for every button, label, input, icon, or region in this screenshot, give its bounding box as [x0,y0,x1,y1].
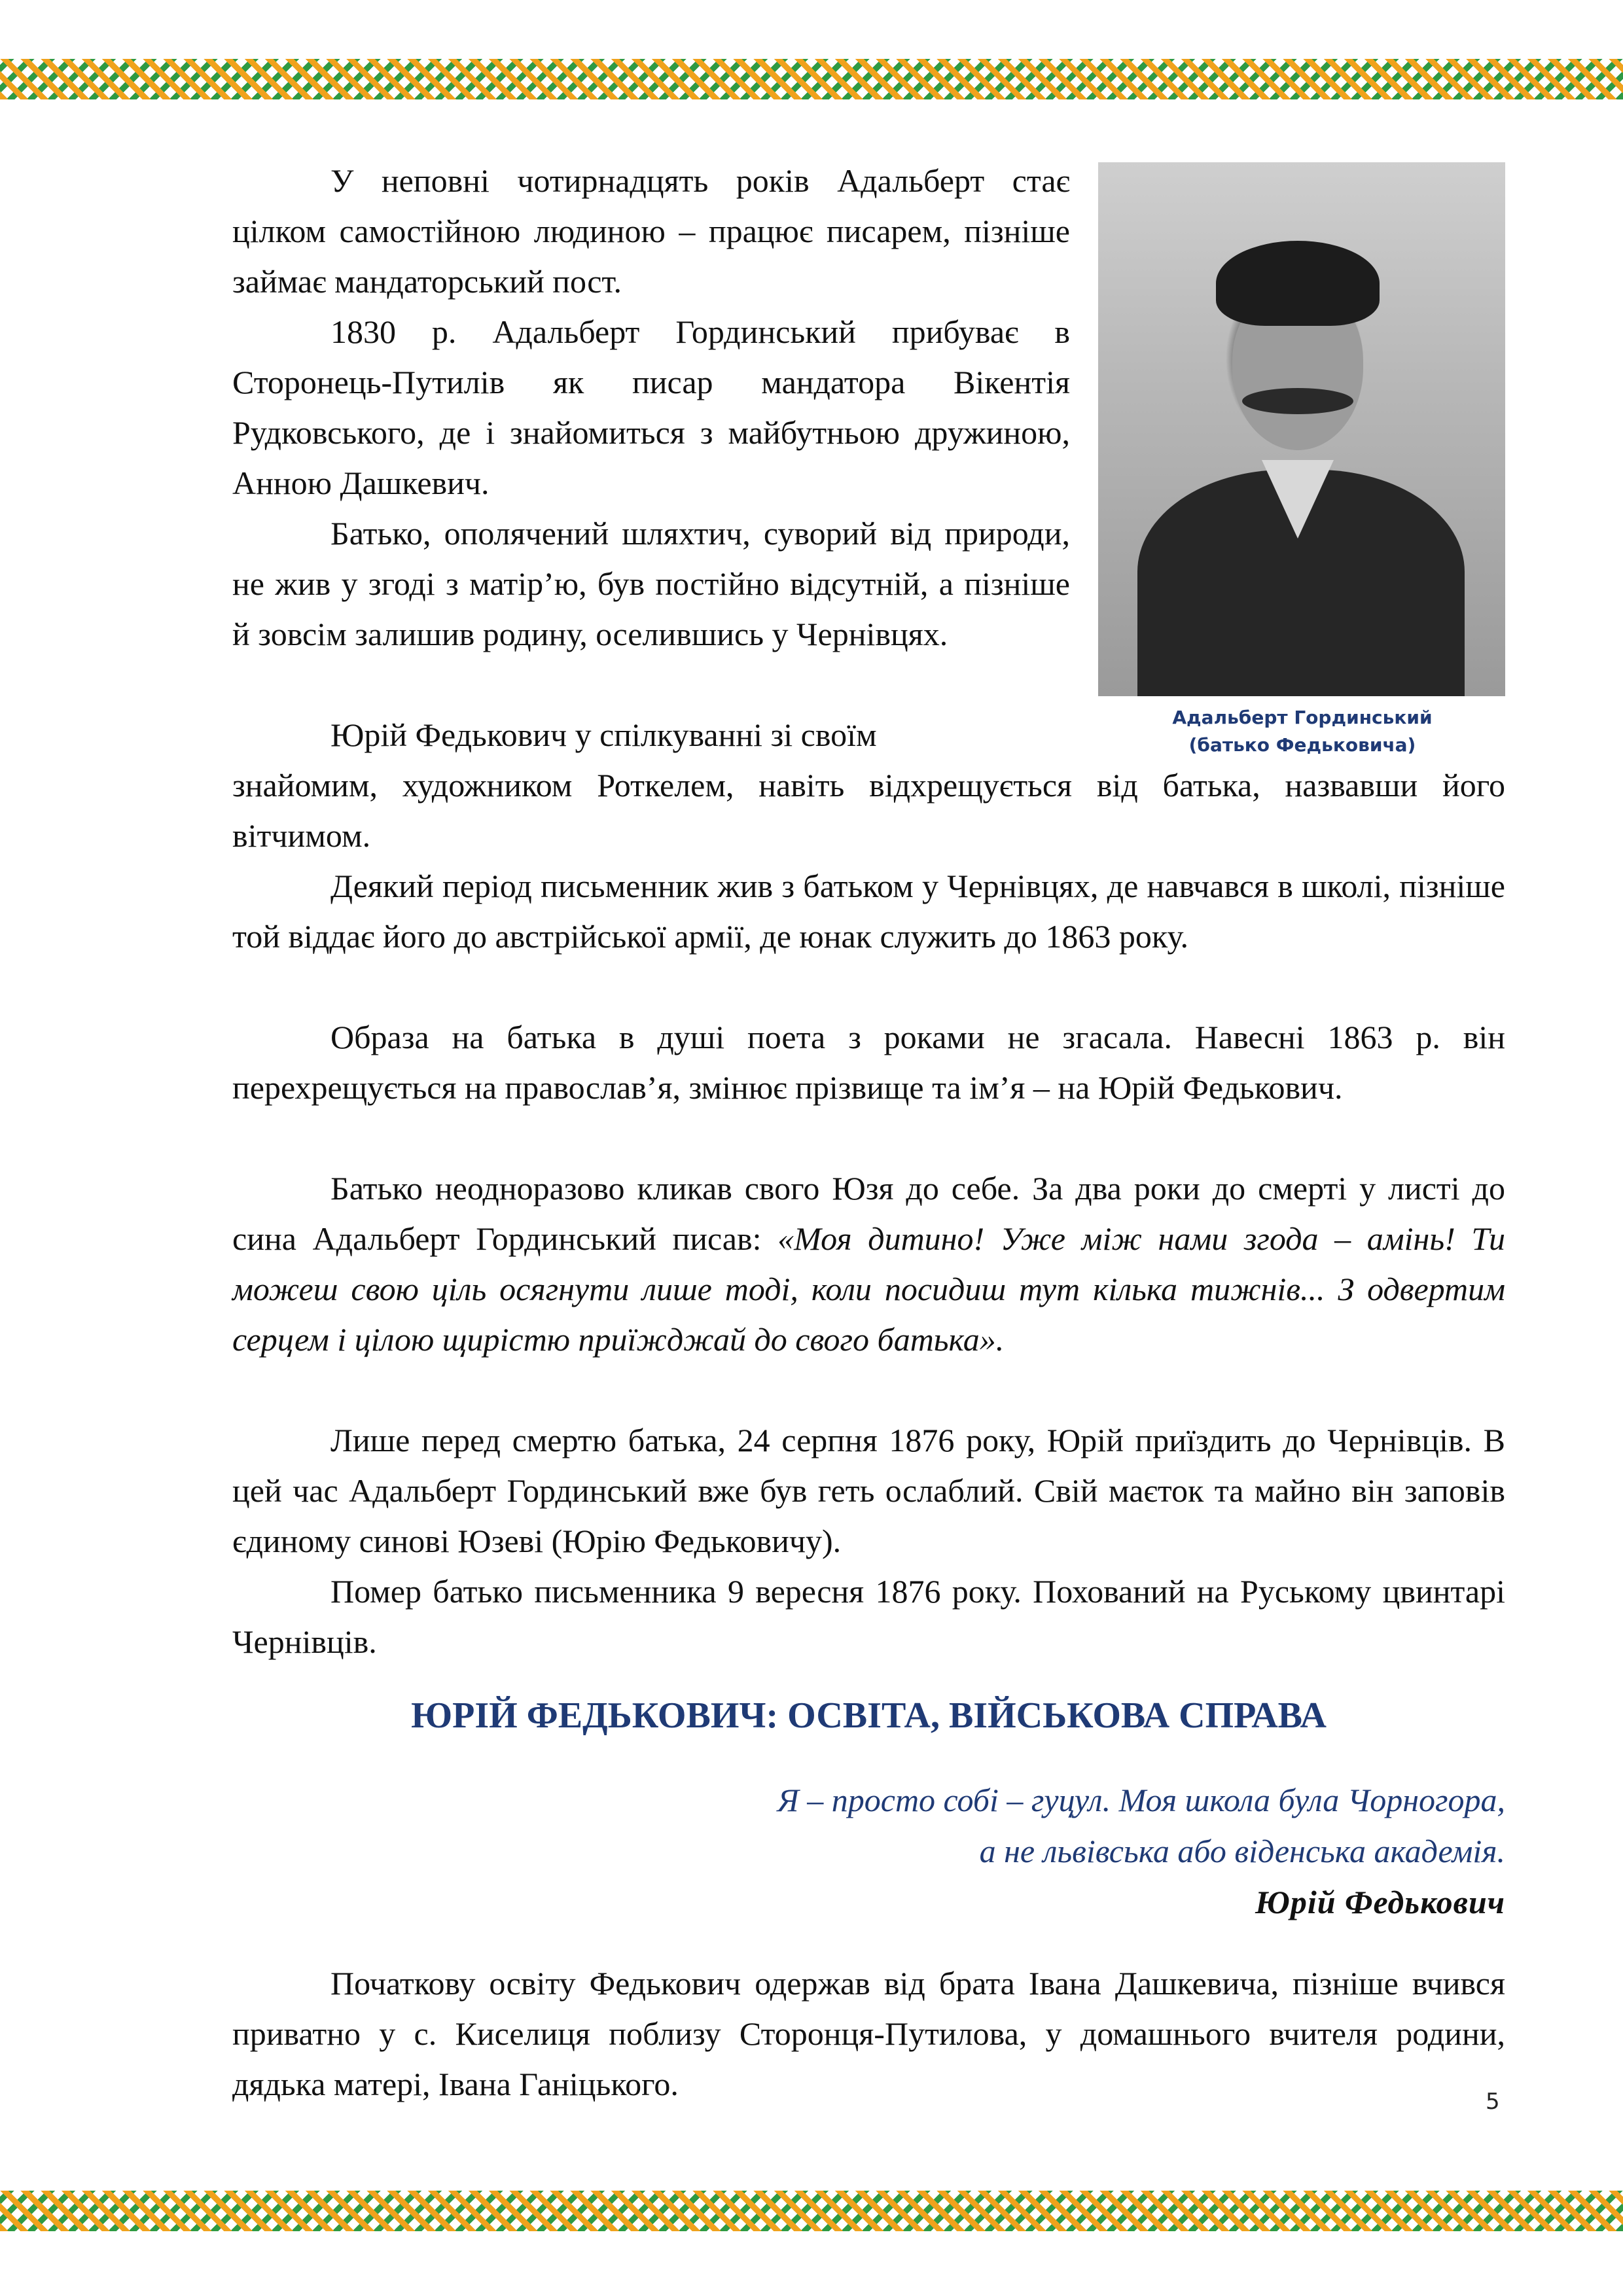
paragraph-4-rest: знайомим, художником Роткелем, навіть відхрещується від батька, назвавши його вітчимом. [232,767,1505,854]
paragraph-9: Помер батько письменника 9 вересня 1876 року. Похований на Руському цвинтарі Чернівців. [232,1573,1505,1660]
portrait-mustache [1242,388,1353,414]
paragraph-8: Лише перед смертю батька, 24 серпня 1876 року, Юрій приїздить до Чернівців. В цей час Адальберт Гординський вже був геть ослаблий. Свій маєток та майно він заповів єдиному синові Юзеві (Юрію Федьковичу). [232,1422,1505,1559]
paragraph-5: Деякий період письменник жив з батьком у Чернівцях, де навчався в школі, пізніше той віддає його до австрійської армії, де юнак служить до 1863 року. [232,868,1505,955]
photo-caption [1113,704,1492,759]
ornamental-border-bottom [0,2191,1623,2231]
paragraph-7 [232,1163,1505,1365]
ornamental-border-top [0,59,1623,99]
page-number: 5 [1486,2089,1500,2115]
portrait-photo [1098,162,1505,696]
paragraph-6: Образа на батька в душі поета з роками не згасала. Навесні 1863 р. він перехрещується на православ’я, змінює прізвище та ім’я – на Юрій Федькович. [232,1019,1505,1106]
section-paragraph: Початкову освіту Федькович одержав від брата Івана Дашкевича, пізніше вчився приватно у с. Киселиця поблизу Сторонця-Путилова, у домашнього вчителя родини, дядька матері, Івана Ганіцького. [232,1965,1505,2102]
paragraph-7-quote: «Моя дитино! Уже між нами згода – амінь! Ти можеш свою ціль осягнути лише тоді, коли посидиш тут кілька тижнів... З одвертим серцем і цілою щирістю приїжджай до свого батька». [232,1220,1505,1358]
section-heading: ЮРІЙ ФЕДЬКОВИЧ: ОСВІТА, ВІЙСЬКОВА СПРАВА [411,1695,1327,1736]
paragraph-4-first-line: Юрій Федькович у спілкуванні зі своїм [330,716,877,753]
photo-caption-name: Адальберт Гординський [1172,707,1433,728]
photo-caption-note: (батько Федьковича) [1188,734,1416,756]
paragraph-2: 1830 р. Адальберт Гординський прибуває в Сторонець-Путилів як писар мандатора Вікентія Рудковського, де і знайомиться з майбутньою дружиною, Анною Дашкевич. [232,313,1070,501]
paragraph-3: Батько, ополячений шляхтич, суворий від природи, не жив у згоді з матір’ю, був постійно відсутній, а пізніше й зовсім залишив родину, оселившись у Чернівцях. [232,515,1070,652]
epigraph-line-2: а не львівська або віденська академія. [979,1833,1505,1869]
paragraph-1: У неповні чотирнадцять років Адальберт стає цілком самостійною людиною – працює писарем, пізніше займає мандаторський пост. [232,162,1070,300]
epigraph [232,1775,1505,1928]
paragraph-7-text: Батько неодноразово кликав свого Юзя до себе. За два роки до смерті у листі до сина Адальберт Гординський писав: [232,1170,1505,1257]
epigraph-line-1: Я – просто собі – гуцул. Моя школа була Чорногора, [777,1782,1505,1818]
epigraph-author: Юрій Федькович [1255,1884,1505,1920]
portrait-hair [1216,241,1380,326]
